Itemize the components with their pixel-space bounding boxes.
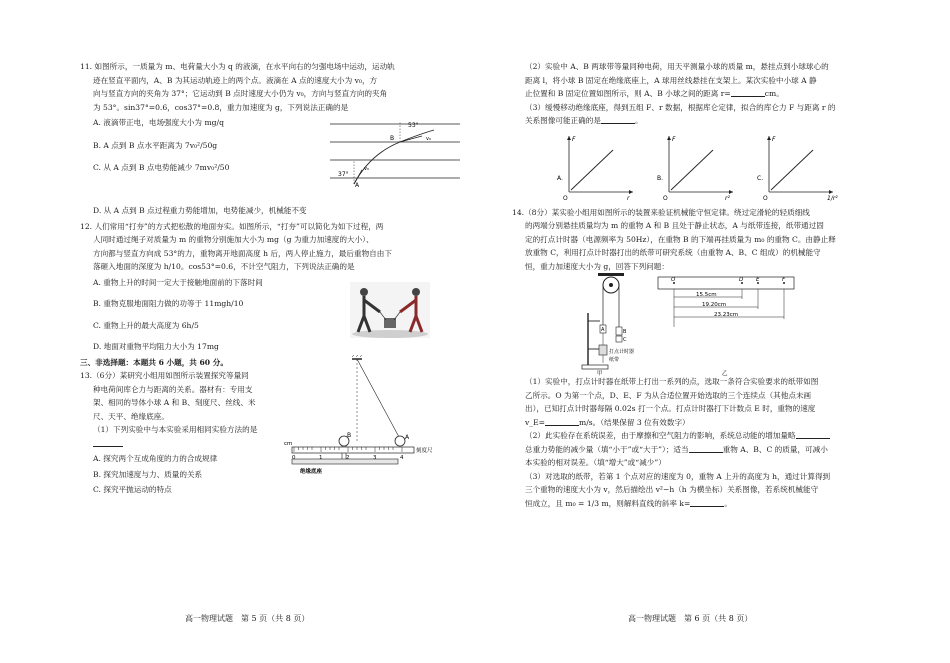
q13-coulomb-apparatus	[284, 355, 445, 483]
q12-option-d[interactable]: D. 地面对重物平均阻力大小为 17mg	[93, 342, 219, 352]
q12-tamping-photo	[350, 282, 430, 338]
q14-pulley-apparatus	[582, 273, 652, 378]
q13-graph-blank[interactable]	[601, 115, 635, 124]
q14-part1-line: （1）实验中，打点计时器在纸带上打出一系列的点，选取一条符合实验要求的纸带如图	[525, 377, 819, 387]
graph-b-xlabel: r²	[725, 194, 730, 202]
q13-stem-line: （1）下列实验中与本实验采用相同实验方法的是	[93, 425, 258, 435]
tape-dist-of: 23.23cm	[714, 312, 739, 319]
question-13	[80, 369, 465, 497]
q13-part2-unit: cm。	[764, 89, 784, 99]
q14-stem-line: 的两端分别悬挂质量均为 m 的重物 A 和 B 且处于静止状态，A 与纸带连接，纸带通过固	[525, 221, 824, 231]
q11-stem-line: 向与竖直方向的夹角为 37°；它运动到 B 点时速度大小仍为 v₀，方向与竖直方向的夹角	[93, 89, 388, 99]
graph-a-ylabel: F	[572, 135, 576, 143]
q13-tick-4: 4	[400, 455, 404, 462]
q14-stem-line: 放重物 C，利用打点计时器打出的纸带可研究系统（由重物 A、B、C 组成）的机械能守	[525, 248, 821, 258]
q14-part1-line: 乙所示。O 为第一个点，D、E、F 为从合适位置开始选取的三个连续点（其他点未画	[525, 390, 812, 400]
q13-stem-line: 13.（6分）某研究小组用如图所示装置探究等量同	[80, 371, 249, 381]
q11-label-a: A	[355, 182, 360, 190]
q13-part2-line: 距离 l，将小球 B 固定在绝缘底座上，A 球用丝线悬挂在支架上。某次实验中小球 A 静	[525, 75, 817, 85]
q12-stem-line: 落砸入地面的深度为 h/10。cos53°=0.6，不计空气阻力，下列说法正确的是	[93, 262, 355, 272]
tape-point-f: F	[782, 277, 786, 284]
q11-option-d[interactable]: D. 从 A 点到 B 点过程重力势能增加，电势能减少，机械能不变	[93, 206, 307, 216]
graph-c-origin: O	[763, 194, 768, 202]
q13-part2-line: （2）实验中 A、B 两球带等量同种电荷，用天平测量小球的质量 m，悬挂点到小球球心的	[525, 62, 829, 71]
q11-stem-line: 11. 如图所示，一质量为 m、电荷量大小为 q 的液滴，在水平向右的匀强电场中运动，运动轨	[80, 62, 395, 71]
left-page	[80, 60, 465, 499]
question-11	[80, 60, 465, 218]
q13-part3-text: 关系图像可能正确的是	[525, 116, 601, 126]
q13-stem-line: 种电荷间库仑力与距离的关系。器材有：专用支	[93, 384, 253, 394]
q11-option-c[interactable]: C. 从 A 点到 B 点电势能减少 7mv₀²/50	[93, 163, 230, 173]
q13-unit-cm: cm	[284, 441, 293, 448]
q11-label-v-a: v₀	[364, 166, 369, 173]
q11-angle-53: 53°	[408, 122, 419, 130]
q14-label-b: B	[623, 329, 627, 336]
q14-part3-line: 三个重物的速度大小为 v，然后描绘出 v²−h（h 为横坐标）关系图像，若系统机械能守	[525, 485, 819, 495]
graph-a-tag: A.	[557, 174, 563, 182]
tape-dist-od: 15.5cm	[696, 292, 717, 299]
q11-stem-line: 为 53°。sin37°=0.6，cos37°=0.8，重力加速度为 g，下列说法正确的是	[93, 102, 349, 112]
question-13-cont	[512, 60, 892, 206]
q14-part2-line: 本实验的相对误差。（填“增大”或“减少”）	[525, 458, 666, 468]
q13-part2-text: 止位置和 B 固定位置如图所示，则 A、B 小球之间的距离 r=	[525, 89, 731, 99]
q14-part3-line: （3）对选取的纸带，若第 1 个点对应的速度为 0，重物 A 上升的高度为 h，通过计算得到	[525, 471, 831, 481]
tape-point-d: D	[739, 277, 744, 284]
q14-part1-answer	[512, 416, 892, 430]
q14-part3-end: 。	[724, 498, 732, 508]
graph-c-xlabel: 1/r²	[827, 194, 838, 202]
q14-figures	[512, 273, 892, 378]
q12-stem-line: 方向都与竖直方向成 53°的力，重物离开地面高度 h 后，两人停止施力，最后重物自由下	[93, 248, 392, 258]
q12-stem-line: 人同时通过绳子对质量为 m 的重物分别施加大小为 mg（g 为重力加速度的大小）、	[93, 235, 374, 245]
graph-b-tag: B.	[657, 174, 664, 182]
q14-label-timer: 打点计时器	[609, 349, 635, 356]
q14-ve-unit: m/s。（结果保留 3 位有效数字）	[579, 417, 690, 427]
graph-c-ylabel: F	[772, 135, 776, 143]
footer-page-6: 高一物理试题 第 6 页（共 8 页）	[628, 614, 753, 623]
q14-label-c: C	[623, 337, 627, 344]
q13-graph-a[interactable]	[557, 132, 637, 202]
q12-stem-line: 12. 人们常用“打夯”的方式把松散的地面夯实。如图所示，“打夯”可以简化为如下过程，两	[80, 221, 384, 231]
q13-tick-1: 1	[319, 455, 323, 462]
q14-ve-label: v_E=	[525, 417, 545, 427]
q14-ve-blank[interactable]	[545, 417, 579, 426]
q11-option-a[interactable]: A. 液滴带正电，电场强度大小为 mg/q	[93, 118, 224, 128]
q13-option-c[interactable]: C. 探究平抛运动的特点	[93, 485, 172, 495]
q11-angle-37: 37°	[338, 171, 349, 179]
footer-page-5: 高一物理试题 第 5 页（共 8 页）	[185, 614, 310, 623]
q14-paper-tape	[658, 277, 798, 378]
q11-label-v: v₀	[426, 136, 431, 143]
q13-tick-2: 2	[346, 455, 350, 462]
graph-b-origin: O	[663, 194, 668, 202]
q13-part3-line: （3）缓慢移动绝缘底座，得到五组 F、r 数据，根据库仑定律，拟合的库仑力 F 与距离 r 的	[525, 102, 836, 112]
q11-label-b: B	[390, 135, 395, 143]
q14-part2-text: 重物 A、B、C 的质量，可减小	[722, 444, 828, 454]
graph-c-tag: C.	[757, 174, 764, 182]
q13-tick-3: 3	[373, 455, 377, 462]
q14-part1-line: 出），已知打点计时器每隔 0.02s 打一个点。打点计时器打下计数点 E 时，重物的速度	[525, 404, 816, 414]
q14-part3-line	[512, 497, 892, 511]
q14-stem-line: 定的打点计时器（电源频率为 50Hz），在重物 B 的下端再挂质量为 m₀ 的重物 C。由静止释	[525, 234, 836, 244]
question-14	[512, 206, 892, 511]
q14-part2-line	[512, 443, 892, 457]
q13-distance-blank[interactable]	[731, 88, 765, 97]
q14-slope-blank[interactable]	[690, 498, 724, 507]
q11-field-figure	[330, 116, 465, 188]
q14-part2-line	[512, 429, 892, 443]
graph-a-origin: O	[563, 194, 568, 202]
tape-point-o: O	[671, 277, 676, 284]
graph-b-ylabel: F	[672, 135, 676, 143]
q13-stem-line: 架、相同的导体小球 A 和 B、刻度尺、丝线、米	[93, 398, 256, 408]
q13-option-b[interactable]: B. 探究加速度与力、质量的关系	[93, 469, 203, 479]
q14-caption-yi: 乙	[722, 371, 728, 378]
q14-part2-text: （2）此实验存在系统误差，由于摩擦和空气阻力的影响，系统总动能的增加量略	[525, 431, 796, 441]
q12-option-c[interactable]: C. 重物上升的最大高度为 6h/5	[93, 320, 199, 330]
right-page	[512, 60, 892, 510]
q11-option-b[interactable]: B. A 点到 B 点水平距离为 7v₀²/50g	[93, 140, 218, 150]
tape-dist-oe: 19.20cm	[702, 302, 727, 309]
q13-ball-b-label: B	[347, 432, 352, 440]
q14-part3-text: 恒成立，且 m₀ = 1/3 m，则解料直线的斜率 k=	[525, 498, 691, 508]
section-3-heading: 三、非选择题：本题共 6 小题，共 60 分。	[80, 357, 228, 367]
graph-a-xlabel: r	[627, 194, 630, 202]
q14-stem-line: 14.（8分）某实验小组用如图所示的装置来验证机械能守恒定律。绕过定滑轮的轻质细线	[512, 207, 810, 217]
q13-ball-a-label: A	[405, 434, 410, 442]
q13-part3-question: 关系图像可能正确的是 。	[525, 116, 643, 126]
q14-mass-blank[interactable]	[689, 444, 723, 453]
q12-option-a[interactable]: A. 重物上升的时间一定大于接触地面前的下落时间	[93, 277, 263, 287]
q14-stem-line: 恒，重力加速度大小为 g，回答下列问题：	[525, 261, 669, 271]
tape-point-e: E	[756, 277, 760, 284]
q13-graph-b[interactable]	[657, 132, 737, 202]
q13-stem-line: 尺、天平、绝缘底座。	[93, 411, 169, 421]
q11-stem-line: 迹在竖直平面内，A、B 为其运动轨迹上的两个点。液滴在 A 点的速度大小为 v₀，方	[93, 75, 378, 85]
q12-option-b[interactable]: B. 重物克服地面阻力做的功等于 11mgh/10	[93, 299, 244, 309]
q14-label-tape: 纸带	[609, 357, 620, 364]
q14-compare-blank[interactable]	[796, 430, 830, 439]
question-12	[80, 220, 465, 354]
q13-ruler-label: 刻度尺	[416, 448, 433, 455]
q13-graph-options	[512, 128, 892, 206]
q14-caption-jia: 甲	[597, 371, 603, 378]
q13-base-label: 绝缘底座	[300, 469, 323, 476]
q13-graph-c[interactable]	[757, 132, 847, 202]
q13-part2-distance	[512, 87, 892, 101]
q13-tick-0: 0	[292, 455, 296, 462]
q14-label-a: A	[601, 327, 605, 334]
q13-option-a[interactable]: A. 探究两个互成角度的力的合成规律	[93, 454, 218, 464]
q14-part2-text: 总重力势能的减少量（填“小于”或“大于”）；适当	[525, 444, 689, 454]
